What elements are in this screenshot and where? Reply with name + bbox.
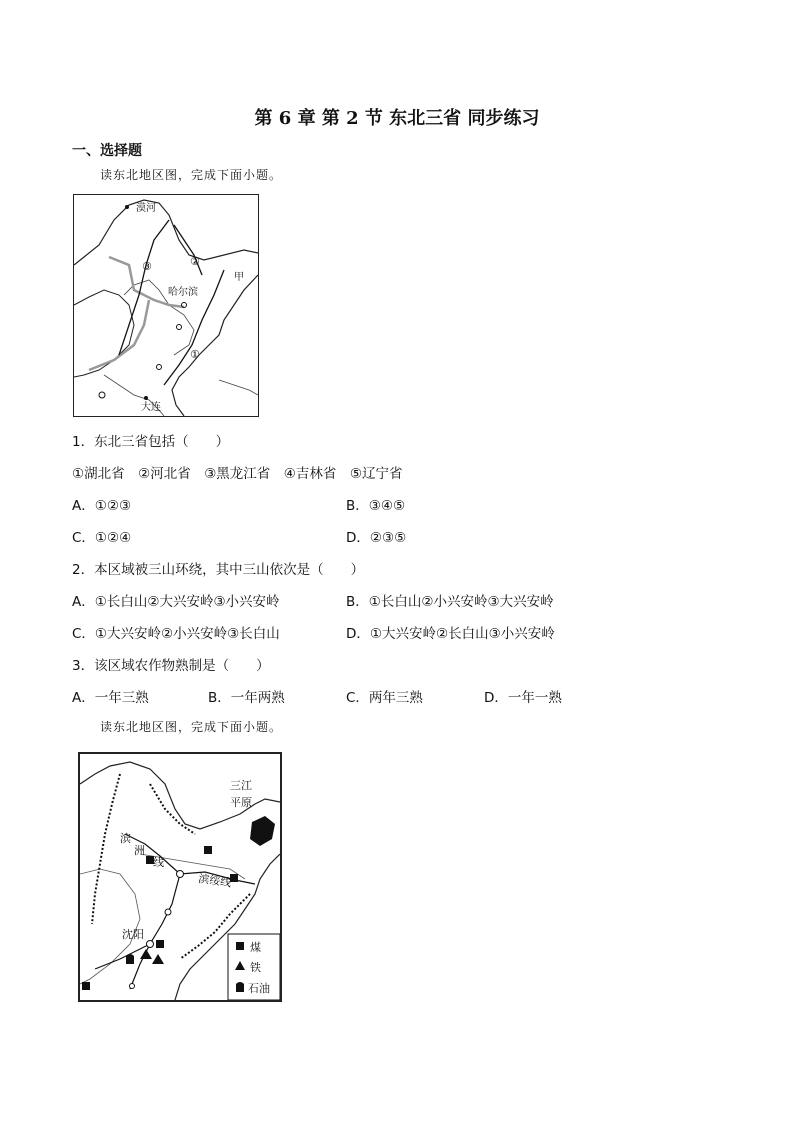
map-2-graphic xyxy=(80,754,280,1000)
changchun-city xyxy=(165,909,171,915)
label-zhou: 洲 xyxy=(134,844,145,857)
legend-iron-label: 铁 xyxy=(250,961,261,974)
harbin-city xyxy=(177,871,184,878)
beijing-dot xyxy=(99,392,105,398)
coal-symbol xyxy=(204,846,212,854)
label-shenyang: 沈阳 xyxy=(122,928,144,941)
label-sanjiang-1: 三江 xyxy=(230,779,252,792)
question-2-option-c[interactable]: C．①大兴安岭②小兴安岭③长白山 xyxy=(72,626,280,642)
label-marker-3: ③ xyxy=(142,260,152,273)
xiaoxinganling-range xyxy=(150,784,195,834)
question-1-options-line: ①湖北省 ②河北省 ③黑龙江省 ④吉林省 ⑤辽宁省 xyxy=(72,466,403,482)
coal-symbol-5 xyxy=(82,982,90,990)
question-2-option-b[interactable]: B．①长白山②小兴安岭③大兴安岭 xyxy=(346,594,554,610)
korea-border xyxy=(219,380,258,395)
question-1-stem: 1．东北三省包括（ ） xyxy=(72,434,230,450)
northeast-map-2 xyxy=(78,752,282,1002)
question-3-stem: 3．该区域农作物熟制是（ ） xyxy=(72,658,270,674)
dalian-dot xyxy=(144,396,148,400)
label-binsui: 滨绥线 xyxy=(197,872,233,890)
mountain-range-3 xyxy=(119,220,169,355)
label-xian: 线 xyxy=(153,856,164,869)
intro-text-1: 读东北地区图，完成下面小题。 xyxy=(100,168,283,182)
label-marker-2: ② xyxy=(190,255,200,268)
inner-boundary xyxy=(80,869,140,984)
legend-oil-symbol xyxy=(236,982,244,992)
mohe-dot xyxy=(125,205,129,209)
label-sanjiang-2: 平原 xyxy=(230,796,252,809)
label-jia: 甲 xyxy=(234,272,244,283)
question-2-option-a[interactable]: A．①长白山②大兴安岭③小兴安岭 xyxy=(72,594,280,610)
label-harbin: 哈尔滨 xyxy=(168,287,198,298)
question-2-stem: 2．本区域被三山环绕，其中三山依次是（ ） xyxy=(72,562,365,578)
label-mohe: 漠河 xyxy=(136,203,156,214)
changchun-dot xyxy=(177,325,182,330)
legend-coal-symbol xyxy=(236,942,244,950)
anshan-city xyxy=(130,984,135,989)
question-1-option-a[interactable]: A．①②③ xyxy=(72,498,132,514)
daxinganling-range xyxy=(92,774,120,924)
question-1-option-c[interactable]: C．①②④ xyxy=(72,530,132,546)
northeast-map-1 xyxy=(73,194,259,417)
question-3-option-a[interactable]: A．一年三熟 xyxy=(72,690,149,706)
northern-border xyxy=(74,200,258,265)
label-bin: 滨 xyxy=(120,832,131,845)
question-2-option-d[interactable]: D．①大兴安岭②长白山③小兴安岭 xyxy=(346,626,555,642)
oil-symbol xyxy=(126,954,134,964)
question-1-option-d[interactable]: D．②③⑤ xyxy=(346,530,407,546)
shenyang-dot xyxy=(157,365,162,370)
page-title: 第 6 章 第 2 节 东北三省 同步练习 xyxy=(254,108,540,129)
coal-symbol-4 xyxy=(156,940,164,948)
legend-coal-label: 煤 xyxy=(250,941,261,954)
section-heading: 一、选择题 xyxy=(72,143,142,159)
iron-symbol-2 xyxy=(152,954,164,964)
legend-oil-label: 石油 xyxy=(248,982,270,995)
map-1-graphic xyxy=(74,195,258,416)
question-3-option-c[interactable]: C．两年三熟 xyxy=(346,690,423,706)
label-marker-1: ① xyxy=(190,348,200,361)
question-1-option-b[interactable]: B．③④⑤ xyxy=(346,498,406,514)
question-3-option-d[interactable]: D．一年一熟 xyxy=(484,690,562,706)
question-3-option-b[interactable]: B．一年两熟 xyxy=(208,690,285,706)
label-dalian: 大连 xyxy=(141,402,161,413)
iron-symbol xyxy=(140,949,152,959)
intro-text-2: 读东北地区图，完成下面小题。 xyxy=(100,720,283,734)
railway-line-2 xyxy=(89,300,149,370)
shenyang-city xyxy=(147,941,154,948)
sanjiang-plain-area xyxy=(250,816,275,846)
